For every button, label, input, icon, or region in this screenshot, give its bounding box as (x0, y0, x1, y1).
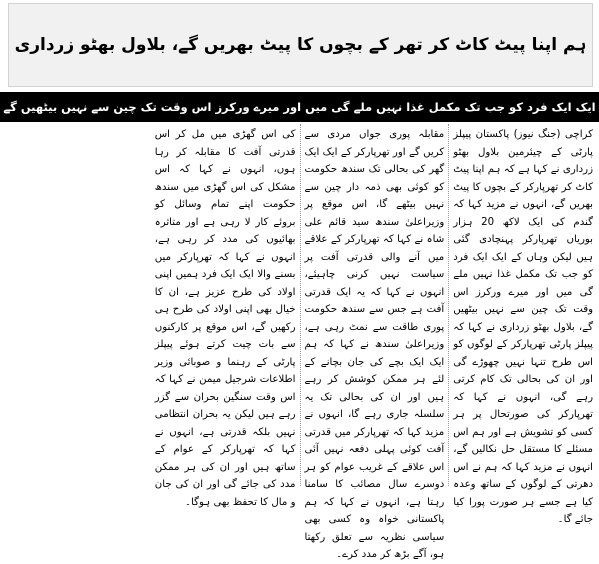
headline: ہم اپنا پیٹ کاٹ کر تھر کے بچوں کا پیٹ بھریں گے، بلاول بھٹو زرداری (8, 3, 593, 87)
article-column-2: مقابلہ پوری جواں مردی سے کریں گے اور تھرپارکر کے ایک ایک گھر کی بحالی تک سندھ حکومت کو کوئی بھی ذمہ دار چین سے نہیں بیٹھے گا، اس موقع پر وزیراعلیٰ سندھ سید قائم علی شاہ نے کہا کہ تھرپارکر کے علاقے میں آنے والی قدرتی آفت پر سیاست نہیں کرنی چاہیئے، انہوں نے کہا کہ یہ ایک قدرتی آفت ہے جس سے سندھ حکومت پوری طاقت سے نمٹ رہی ہے، وزیراعلیٰ سندھ نے کہا کہ ہم ایک ایک بچے کی جان بچانے کے لئے ہر ممکن کوشش کر رہے ہیں اور ان کی بحالی تک یہ سلسلہ جاری رہے گا، انہوں نے مزید کہا کہ تھرپارکر میں قدرتی آفت کوئی پہلی دفعہ نہیں آئی اس علاقے کے غریب عوام کو ہر دوسرے سال مصائب کا سامنا رہتا ہے، انہوں نے کہا کہ ہم پاکستانی خواہ وہ کسی بھی سیاسی نظریہ سے تعلق رکھتا ہو، آگے بڑھ کر مدد کرے۔ (300, 124, 449, 486)
article-column-1: کراچی (جنگ نیوز) پاکستان پیپلز پارٹی کے چیئرمین بلاول بھٹو زرداری نے کہا ہے کہ ہم اپنا پیٹ کاٹ کر تھرپارکر کے بچوں کا پیٹ بھریں گے، انہوں نے مزید کہا کہ گندم کی ایک لاکھ 20 ہزار بوریاں تھرپارکر پہنچادی گئی ہیں لیکن وہاں کے ایک ایک فرد کو جب تک مکمل غذا نہیں ملے گی میں اور میرے ورکرز اس وقت تک چین سے نہیں بیٹھیں گے، بلاول بھٹو زرداری نے کہا کہ پیپلز پارٹی تھرپارکر کے لوگوں کو اس طرح تنہا نہیں چھوڑے گی اور ان کی بحالی تک کام کرتی رہے گی، انہوں نے کہا کہ تھرپارکر کی صورتحال پر ہر کسی کو تشویش ہے اور ہم اس مسئلے کا مستقل حل نکالیں گے، انہوں نے مزید کہا کہ ہم نے اس دھرتی کے لوگوں کے ساتھ وعدہ کیا ہے جسے ہر صورت پورا کیا جائے گا۔ (448, 124, 597, 486)
subheadline-banner: ایک ایک فرد کو جب تک مکمل غذا نہیں ملے گی میں اور میرے ورکرز اس وقت تک چین سے نہیں بیٹھیں گے (0, 92, 599, 122)
article-columns (2, 124, 597, 560)
article-column-3: کی اس گھڑی میں مل کر اس قدرتی آفت کا مقابلہ کر رہا ہوں، انہوں نے کہا کہ اس مشکل کی اس گھڑی میں سندھ حکومت اپنے تمام وسائل کو بروئے کار لا رہی ہے اور متاثرہ بھائیوں کی مدد کر رہی ہے، انہوں نے کہا کہ تھرپارکر میں بسنے والا ایک ایک فرد ہمیں اپنی اولاد کی طرح عزیز ہے، ان کا خیال بھی اپنی اولاد کی طرح ہی رکھیں گے، اس موقع پر کارکنوں سے بات چیت کرتے ہوئے پیپلز پارٹی کے رہنما و صوبائی وزیر اطلاعات شرجیل میمن نے کہا کہ اس وقت سنگین بحران سے گزر رہے ہیں لیکن یہ بحران انتظامی نہیں بلکہ قدرتی ہے، انہوں نے کہا کہ تھرپارکر کے عوام کے ساتھ ہیں اور ان کی ہر ممکن مدد کی جائے گی اور ان کی جان و مال کا تحفظ بھی ہوگا۔ (154, 129, 296, 508)
